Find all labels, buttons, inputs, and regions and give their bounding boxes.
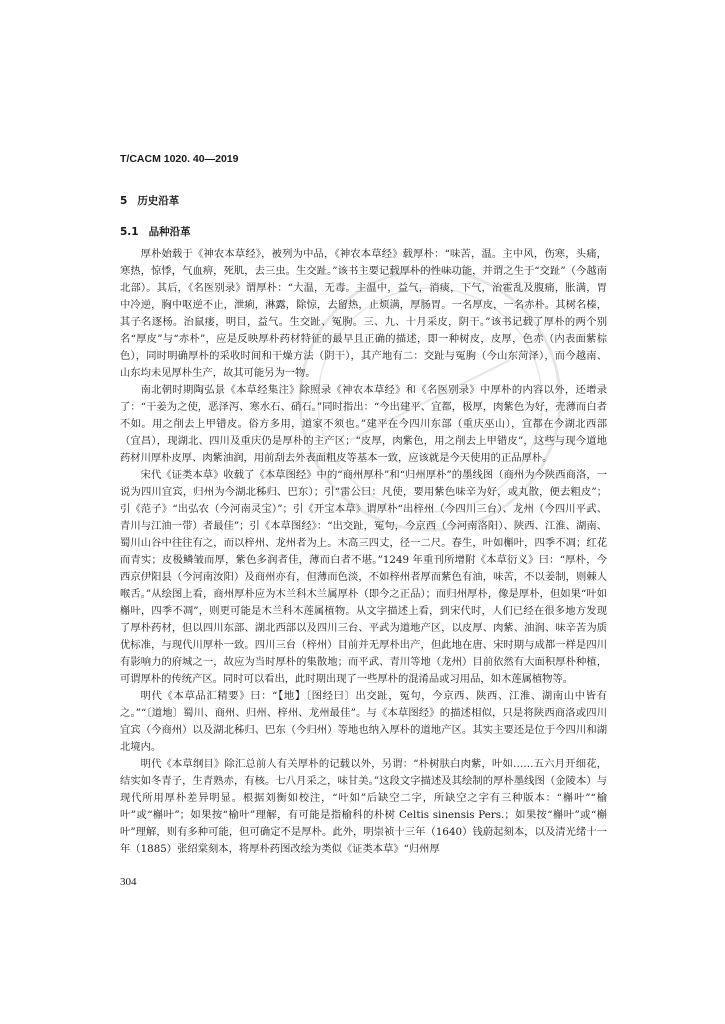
paragraph: 明代《本草纲目》除汇总前人有关厚朴的记载以外，另谓：“朴树肤白肉紫，叶如……五六月开细花，结实如冬青子，生青熟赤，有核。七八月采之，味甘美。”这段文字描述及其绘制的厚朴墨线图（金陵本）与现代所用厚朴差异明显。根据刘衡如校注，“叶如”后缺空二字，所缺空之字有三种版本：“槲叶”“榆叶”或“槲叶”；如果按“榆叶”理解，有可能是指榆科的朴树 Celtis sinensis Pers.；如果按“槲叶”或“槲叶”理解，则有多种可能，但可确定不是厚朴。此外，明崇祯十三年（1640）钱蔚起刻本，以及清光绪十一年（1885）张绍棠刻本，将厚朴药图改绘为类似《证类本草》“归州厚 bbox=[120, 758, 607, 855]
paragraph: 厚朴始载于《神农本草经》，被列为中品，《神农本草经》载厚朴：“味苦，温。主中风，伤寒，头痛，寒热，惊悸，气血痹，死肌，去三虫。生交趾。”该书主要记载厚朴的性味功能，并谓之生于“交趾”（今越南北部）。其后，《名医别录》谓厚朴：“大温，无毒。主温中，益气，消痰，下气，治霍乱及腹痛，胀满，胃中冷逆，胸中呕逆不止，泄痢，淋露，除惊，去留热，止烦满，厚肠胃。一名厚皮，一名赤朴。其树名榛，其子名逐杨。治鼠瘘，明目，益气。生交趾、冤朐。三、九、十月采皮，阴干。”该书记载了厚朴的两个别名“厚皮”与“赤朴”，应是反映厚朴药材特征的最早且正确的描述，即一种树皮，皮厚，色赤（内表面紫棕色），同时明确厚朴的采收时间和干燥方法（阴干），其产地有二：交趾与冤朐（今山东菏泽），而今越南、山东均未见厚朴生产，故其可能另为一物。 bbox=[120, 248, 607, 379]
page-number: 304 bbox=[120, 876, 137, 888]
section-number: 5 bbox=[120, 195, 128, 207]
paragraph: 明代《本草品汇精要》曰：“【地】〔图经曰〕出交趾，冤句，今京西、陕西、江淮、湖南山中皆有之。”“〔道地〕蜀川、商州、归州、梓州、龙州最佳”。与《本草图经》的描述相似，只是将陕西商洛或四川宜宾（今商州）以及湖北秭归、巴东（今归州）等地也纳入厚朴的道地产区。其实主要还是位于今四川和湖北境内。 bbox=[120, 690, 607, 753]
section-heading bbox=[120, 193, 179, 208]
subsection-heading bbox=[120, 224, 191, 239]
document-code: T/CACM 1020. 40—2019 bbox=[120, 153, 239, 165]
body-text bbox=[120, 246, 607, 858]
paragraph: 宋代《证类本草》收载了《本草图经》中的“商州厚朴”和“归州厚朴”的墨线图（商州为今陕西商洛，一说为四川宜宾，归州为今湖北秭归、巴东）；引“雷公曰：凡使，要用紫色味辛为好，或丸散，便去粗皮”；引《范子》“出弘农（今河南灵宝）”；引《开宝本草》谓厚朴“出梓州（今四川三台）、龙州（今四川平武、青川与江油一带）者最佳”；引《本草图经》：“出交趾，冤句，今京西（今河南洛阳）、陕西、江淮、湖南、蜀川山谷中往往有之，而以梓州、龙州者为上。木高三四丈，径一二尺。春生，叶如槲叶，四季不凋；红花而青实；皮极鳞皱而厚，紫色多润者佳，薄而白者不堪。”1249 年重刊所增附《本草衍义》曰：“厚朴，今西京伊阳县（今河南汝阳）及商州亦有，但薄而色淡，不如梓州者厚而紫色有油，味苦，不以姜制，则棘人喉舌。”从绘图上看，商州厚朴应为木兰科木兰属厚朴（即今之正品）；而归州厚朴，像是厚朴，但如果“叶如槲叶，四季不凋”，则更可能是木兰科木莲属植物。从文字描述上看，到宋代时，人们已经在很多地方发现了厚朴药材，但以四川东部、湖北西部以及四川三台、平武为道地产区，以皮厚、肉紫、油润、味辛苦为质优标准，与现代川厚朴一致。四川三台（梓州）目前并无厚朴出产，但此地在唐、宋时期与成都一样是四川有影响力的府城之一，故应为当时厚朴的集散地；而平武、青川等地（龙州）目前依然有大面积厚朴种植，可谓厚朴的传统产区。同时可以看出，此时期出现了一些厚朴的混淆品或习用品，如木莲属植物等。 bbox=[120, 469, 607, 685]
subsection-number: 5.1 bbox=[120, 226, 139, 238]
subsection-title: 品种沿革 bbox=[148, 226, 191, 238]
paragraph: 南北朝时期陶弘景《本草经集注》除照录《神农本草经》和《名医别录》中厚朴的内容以外，还增录了：“干姜为之使，恶泽泻、寒水石、硝石。”同时指出：“今出建平、宜都，极厚，肉紫色为好，壳薄而白者不如。用之削去上甲错皮。俗方多用，道家不须也。”建平在今四川东部（重庆巫山），宜都在今湖北西部（宜昌），现湖北、四川及重庆仍是厚朴的主产区；“皮厚，肉紫色，用之削去上甲错皮”，这些与现今道地药材川厚朴皮厚、肉紫油润，用前刮去外表面粗皮等基本一致，应该就是今天使用的正品厚朴。 bbox=[120, 384, 607, 464]
section-title: 历史沿革 bbox=[137, 195, 180, 207]
